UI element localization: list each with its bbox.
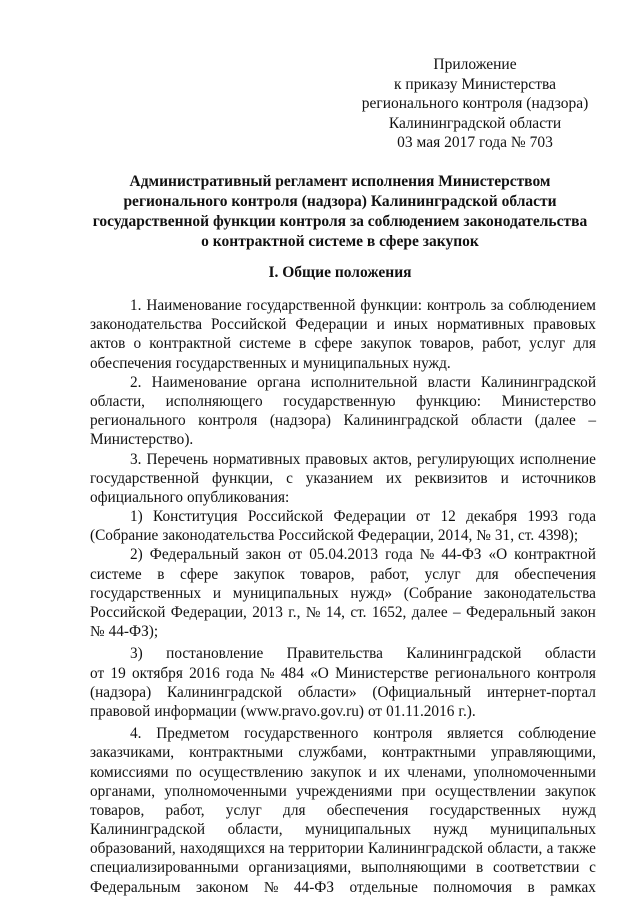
body-word: 4398); bbox=[538, 527, 579, 545]
body-word: нужд bbox=[562, 801, 596, 819]
body-word: осуществлению bbox=[199, 763, 304, 781]
body-word: Наименование bbox=[151, 373, 247, 391]
body-line bbox=[90, 565, 596, 584]
appendix-block bbox=[330, 55, 620, 153]
body-word: товаров, bbox=[300, 565, 355, 583]
body-word: № bbox=[476, 527, 491, 545]
body-line bbox=[90, 839, 596, 858]
body-word: услуг bbox=[529, 335, 566, 353]
body-word: года bbox=[568, 508, 596, 526]
body-word: в bbox=[299, 335, 307, 353]
body-word: контроль bbox=[426, 297, 486, 314]
body-word: услуг bbox=[225, 801, 262, 819]
body-line bbox=[90, 526, 596, 545]
body-word: государственных bbox=[175, 354, 287, 372]
body-word: № bbox=[260, 664, 275, 682]
body-word: от bbox=[416, 508, 431, 526]
body-word: Калининградской bbox=[90, 821, 206, 839]
body-word: органа bbox=[257, 373, 301, 391]
body-word: области, bbox=[487, 840, 543, 858]
body-word: – bbox=[453, 604, 461, 621]
body-word: реквизитов bbox=[414, 469, 488, 487]
body-word: опубликования: bbox=[187, 488, 290, 506]
body-word: о bbox=[133, 335, 142, 353]
body-word: Наименование bbox=[146, 297, 242, 314]
body-word: Перечень bbox=[146, 450, 208, 468]
body-word: системе bbox=[239, 335, 291, 353]
body-word: 3) bbox=[130, 645, 143, 663]
body-word: товаров, bbox=[419, 335, 474, 353]
body-word: сфере bbox=[314, 335, 353, 353]
body-word: их bbox=[384, 763, 401, 781]
body-line bbox=[90, 724, 596, 743]
body-word: 4. bbox=[130, 725, 142, 743]
body-word: государственную bbox=[283, 392, 396, 410]
body-word: соблюдением bbox=[508, 297, 596, 314]
body-word: закон bbox=[245, 546, 282, 564]
body-word: системе bbox=[90, 565, 142, 583]
body-word: рамках bbox=[550, 878, 596, 896]
body-word: Федерации bbox=[333, 508, 406, 526]
body-word: закупок bbox=[360, 335, 412, 353]
body-line bbox=[90, 683, 596, 702]
body-line bbox=[90, 545, 596, 564]
body-word: на bbox=[269, 840, 285, 858]
body-word: от bbox=[288, 546, 303, 564]
body-word: области» bbox=[297, 683, 357, 701]
body-word: муниципальных bbox=[232, 584, 339, 602]
body-word: и bbox=[376, 316, 385, 334]
body-word: 2. bbox=[130, 373, 142, 391]
body-word: Министерство). bbox=[90, 431, 194, 449]
body-word: государственной bbox=[246, 297, 356, 314]
body-word: за bbox=[490, 297, 504, 314]
body-word: Федеральный bbox=[149, 546, 239, 564]
body-word: (www.pravo.gov.ru) bbox=[240, 702, 364, 720]
body-word: Конституция bbox=[153, 508, 238, 526]
body-word: муниципальных bbox=[305, 821, 412, 839]
body-word: постановление bbox=[166, 645, 264, 663]
body-word: законом bbox=[196, 878, 249, 896]
body-word: исполняющего bbox=[165, 392, 263, 410]
body-word: обеспечения bbox=[90, 354, 172, 372]
body-word: организациями, bbox=[248, 859, 352, 877]
body-word: уполномоченными bbox=[164, 782, 287, 800]
section-heading: I. Общие положения bbox=[268, 264, 412, 281]
body-word: области bbox=[544, 645, 596, 663]
body-line bbox=[90, 743, 596, 762]
body-line bbox=[90, 603, 596, 622]
body-word: государственных bbox=[429, 801, 541, 819]
body-line bbox=[90, 820, 596, 839]
appendix-line: Калининградской области bbox=[388, 114, 562, 132]
body-word: г., bbox=[288, 604, 301, 621]
body-word: также bbox=[557, 840, 596, 858]
body-word: комиссиями bbox=[90, 763, 169, 781]
body-word: Министерство bbox=[501, 392, 596, 410]
body-word: 31, bbox=[494, 527, 515, 545]
body-line bbox=[90, 622, 596, 641]
body-word: октября bbox=[132, 664, 183, 682]
body-word: государственного bbox=[244, 725, 359, 743]
body-word: закон bbox=[560, 604, 596, 621]
body-word: для bbox=[283, 801, 306, 819]
body-word: контроля bbox=[198, 412, 258, 430]
body-word: регулирующих bbox=[416, 450, 515, 468]
body-word: 14, bbox=[325, 604, 345, 621]
body-word: декабря bbox=[466, 508, 518, 526]
body-word: года bbox=[385, 546, 413, 564]
body-word: «О bbox=[310, 664, 329, 682]
body-word: соблюдение bbox=[518, 725, 596, 743]
body-word: членами, bbox=[407, 763, 467, 781]
body-word: 19 bbox=[110, 664, 126, 682]
body-word: контроля bbox=[373, 725, 433, 743]
body-word: (надзора) bbox=[269, 412, 332, 430]
body-word: и bbox=[290, 354, 299, 372]
body-word: указанием bbox=[305, 469, 374, 487]
document-title bbox=[70, 172, 610, 252]
body-word: муниципальных bbox=[303, 354, 409, 372]
body-line bbox=[90, 782, 596, 801]
body-word: закупок bbox=[233, 565, 285, 583]
body-word: и bbox=[500, 469, 509, 487]
body-word: Предметом bbox=[156, 725, 230, 743]
body-word: обеспечения bbox=[326, 801, 409, 819]
body-word: выполняющими bbox=[360, 859, 467, 877]
appendix-line: 03 мая 2017 года № 703 bbox=[397, 134, 553, 151]
body-line bbox=[90, 354, 596, 373]
body-word: соответствии bbox=[492, 859, 580, 877]
body-word: правовых bbox=[305, 450, 368, 468]
body-word: 01.11.2016 bbox=[386, 702, 455, 720]
body-word: г.). bbox=[458, 702, 476, 720]
body-word: области, bbox=[90, 392, 145, 410]
body-word: 1993 bbox=[527, 508, 559, 526]
body-word: функцию: bbox=[416, 392, 482, 410]
body-line bbox=[90, 702, 596, 721]
body-word: уполномоченными bbox=[473, 763, 596, 781]
body-line bbox=[90, 315, 596, 334]
body-word: является bbox=[447, 725, 504, 743]
body-word: нужд» bbox=[350, 584, 393, 602]
body-word: в bbox=[157, 565, 165, 583]
body-line bbox=[90, 450, 596, 469]
body-word: закупок bbox=[545, 782, 596, 800]
body-word: 3. bbox=[130, 450, 142, 468]
body-word: 2014, bbox=[437, 527, 473, 545]
body-line bbox=[90, 763, 596, 782]
body-word: законодательства bbox=[90, 316, 203, 334]
body-word: официального bbox=[90, 488, 184, 506]
body-word: – bbox=[588, 412, 596, 430]
body-word: для bbox=[573, 335, 596, 353]
appendix-line: регионального контроля (надзора) bbox=[361, 95, 589, 112]
body-line bbox=[90, 469, 596, 488]
body-word: 2) bbox=[130, 546, 143, 564]
body-line bbox=[90, 430, 596, 449]
body-word: муниципальных bbox=[490, 821, 596, 839]
body-word: Министерстве bbox=[335, 664, 429, 682]
body-line bbox=[90, 584, 596, 603]
body-word: и bbox=[368, 763, 377, 781]
body-word: и bbox=[212, 584, 222, 602]
body-word: интернет-портал bbox=[486, 683, 596, 701]
body-word: 12 bbox=[440, 508, 456, 526]
body-word: 484 bbox=[280, 664, 304, 682]
body-word: обеспечения bbox=[514, 565, 596, 583]
body-word: функции: bbox=[360, 297, 422, 314]
body-word: правовых bbox=[533, 316, 596, 334]
title-line: регионального контроля (надзора) Калининградской области bbox=[123, 193, 557, 210]
body-word: Калининградской bbox=[367, 840, 484, 858]
body-word: 1. bbox=[130, 297, 142, 314]
body-word: Калининградской bbox=[406, 645, 522, 663]
body-word: при bbox=[401, 782, 426, 800]
body-word: 44-ФЗ bbox=[441, 546, 482, 564]
body-line bbox=[90, 392, 596, 411]
body-word: функции, bbox=[211, 469, 274, 487]
body-word: законодательства bbox=[162, 527, 275, 545]
body-word: заказчиками, bbox=[90, 744, 175, 762]
body-word: ст. bbox=[518, 527, 535, 545]
body-line bbox=[90, 411, 596, 430]
body-word: в bbox=[475, 859, 484, 877]
body-word: 05.04.2013 bbox=[309, 546, 379, 564]
body-line bbox=[90, 334, 596, 353]
body-word: для bbox=[476, 565, 499, 583]
body-word: с bbox=[286, 469, 293, 487]
body-word: в bbox=[527, 878, 535, 896]
body-word: 2013 bbox=[252, 604, 283, 621]
appendix-line: Приложение bbox=[433, 56, 517, 73]
body-line bbox=[90, 644, 596, 663]
body-word: территории bbox=[288, 840, 364, 858]
body-word: (далее bbox=[534, 412, 576, 430]
body-word: правовой bbox=[90, 702, 151, 720]
body-word: власти bbox=[427, 373, 471, 391]
body-word: от bbox=[90, 664, 105, 682]
body-word: работ, bbox=[165, 801, 205, 819]
body-word: 44-ФЗ); bbox=[108, 623, 159, 641]
body-word: актов, bbox=[372, 450, 413, 468]
body-word: государственной bbox=[90, 469, 200, 487]
body-word: (надзора) bbox=[90, 683, 152, 701]
body-word: Правительства bbox=[286, 645, 383, 663]
body-word: законодательства bbox=[483, 584, 596, 602]
body-word: исполнение bbox=[519, 450, 596, 468]
body-word: службами, bbox=[298, 744, 367, 762]
body-word: исполнительной bbox=[310, 373, 418, 391]
body-word: ст. bbox=[350, 604, 367, 621]
body-word: нужд bbox=[433, 821, 468, 839]
body-word: Федерации, bbox=[170, 604, 247, 621]
body-word: контрактной bbox=[149, 335, 232, 353]
body-line bbox=[90, 507, 596, 526]
body-word: осуществлении bbox=[434, 782, 536, 800]
body-word: (Официальный bbox=[372, 683, 472, 701]
body-word: контрактными bbox=[189, 744, 284, 762]
body-word: иных bbox=[393, 316, 429, 334]
body-line bbox=[90, 373, 596, 392]
body-word: полномочия bbox=[433, 878, 512, 896]
body-word: области bbox=[471, 412, 523, 430]
body-word: а bbox=[546, 840, 554, 858]
body-word: их bbox=[386, 469, 402, 487]
body-word: актов bbox=[90, 335, 126, 353]
body-word: Калининградской bbox=[166, 683, 283, 701]
body-text bbox=[90, 296, 596, 897]
body-word: находящихся bbox=[179, 840, 266, 858]
title-line: Административный регламент исполнения Министерством bbox=[129, 173, 551, 190]
body-word: работ, bbox=[370, 565, 410, 583]
body-word: года bbox=[226, 664, 254, 682]
body-word: области, bbox=[227, 821, 283, 839]
body-word: государственных bbox=[90, 584, 202, 602]
body-word: информации bbox=[154, 702, 237, 720]
body-word: «О bbox=[488, 546, 508, 564]
body-word: Федерации bbox=[295, 316, 368, 334]
body-word: 2016 bbox=[189, 664, 220, 682]
body-word: Федеральным bbox=[90, 878, 181, 896]
body-word: Федерации, bbox=[357, 527, 434, 545]
body-word: управляющими, bbox=[490, 744, 596, 762]
body-word: 1652, bbox=[371, 604, 407, 621]
body-word: отдельные bbox=[349, 878, 418, 896]
body-word: от bbox=[367, 702, 383, 720]
body-word: (Собрание bbox=[90, 527, 159, 545]
body-line bbox=[90, 488, 596, 507]
body-line bbox=[90, 296, 596, 315]
body-word: с bbox=[589, 859, 596, 877]
body-word: контрактной bbox=[514, 546, 596, 564]
appendix-line: к приказу Министерства bbox=[394, 75, 556, 93]
body-word: услуг bbox=[424, 565, 461, 583]
body-word: 1) bbox=[130, 508, 143, 526]
body-line bbox=[90, 858, 596, 877]
body-line bbox=[90, 878, 596, 897]
body-word: нормативных bbox=[212, 450, 301, 468]
body-word: (Собрание bbox=[403, 584, 473, 602]
body-word: Российской bbox=[278, 527, 354, 545]
body-word: закупок bbox=[310, 763, 362, 781]
body-word: работ, bbox=[482, 335, 522, 353]
title-line: государственной функции контроля за соблюдением законодательства bbox=[92, 213, 588, 230]
body-word: источников bbox=[521, 469, 596, 487]
body-word: регионального bbox=[90, 412, 186, 430]
body-word: контрактными bbox=[381, 744, 476, 762]
body-word: нужд. bbox=[412, 354, 451, 372]
body-word: 44-ФЗ bbox=[293, 878, 335, 896]
body-word: Калининградской bbox=[343, 412, 459, 430]
body-word: образований, bbox=[90, 840, 176, 858]
body-word: нормативных bbox=[436, 316, 525, 334]
body-word: Российской bbox=[211, 316, 287, 334]
title-line: о контрактной системе в сфере закупок bbox=[201, 233, 479, 250]
body-line bbox=[90, 801, 596, 820]
body-word: Российской bbox=[247, 508, 324, 526]
body-word: Калининградской bbox=[480, 373, 596, 391]
body-word: № bbox=[263, 878, 279, 896]
body-word: Федеральный bbox=[466, 604, 556, 621]
body-word: органами, bbox=[90, 782, 156, 800]
body-line bbox=[90, 664, 596, 683]
body-word: регионального bbox=[434, 664, 531, 682]
body-word: Российской bbox=[90, 604, 166, 621]
body-word: товаров, bbox=[90, 801, 145, 819]
body-word: по bbox=[175, 763, 192, 781]
body-word: учреждениями bbox=[296, 782, 393, 800]
body-word: № bbox=[419, 546, 435, 564]
body-word: сфере bbox=[180, 565, 219, 583]
body-word: далее bbox=[411, 604, 448, 621]
body-word: специализированными bbox=[90, 859, 239, 877]
body-word: контроля bbox=[536, 664, 596, 682]
body-word: № bbox=[305, 604, 321, 621]
body-word: № bbox=[90, 623, 105, 641]
